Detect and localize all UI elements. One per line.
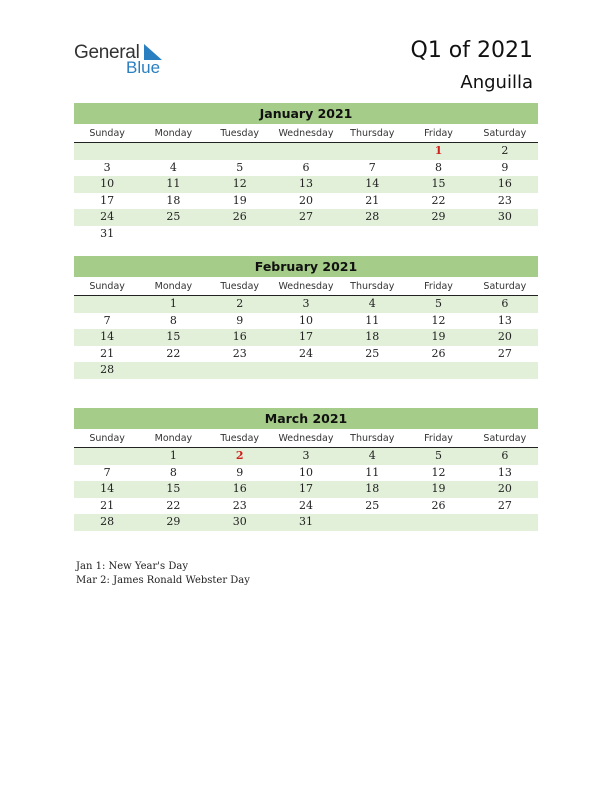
day-cell: 3 (103, 160, 111, 174)
day-cell: 6 (501, 449, 509, 462)
day-cell: 13 (497, 465, 512, 479)
day-cell: 26 (232, 210, 247, 224)
day-cell: 7 (368, 160, 376, 174)
day-cell: 6 (501, 297, 509, 310)
week-row (74, 514, 538, 531)
day-cell (140, 362, 206, 379)
day-cell: 15 (166, 482, 181, 496)
day-cell: 26 (431, 498, 446, 512)
day-cell: 22 (166, 346, 181, 360)
day-cell: 14 (100, 330, 115, 344)
day-cell (339, 143, 405, 160)
weekday-label: Saturday (483, 433, 527, 444)
day-cell: 12 (431, 313, 446, 327)
day-cell: 9 (236, 465, 244, 479)
weekday-label: Thursday (350, 281, 395, 292)
weekday-label: Sunday (89, 433, 125, 444)
holiday-note: Mar 2: James Ronald Webster Day (76, 574, 250, 586)
weekday-label: Wednesday (278, 128, 334, 139)
day-cell: 15 (431, 177, 446, 191)
day-cell (74, 143, 140, 160)
day-cell: 10 (298, 465, 313, 479)
weekday-label: Sunday (89, 128, 125, 139)
day-cell: 18 (166, 193, 181, 207)
day-cell: 24 (298, 498, 313, 512)
day-cell: 27 (497, 346, 512, 360)
week-row (74, 226, 538, 243)
month-march (74, 408, 538, 531)
day-cell: 25 (166, 210, 181, 224)
day-cell: 30 (232, 515, 247, 529)
day-cell: 4 (368, 449, 376, 462)
day-cell: 7 (103, 465, 111, 479)
day-cell (472, 514, 538, 531)
day-cell (405, 226, 471, 243)
day-cell: 29 (166, 515, 181, 529)
day-cell: 9 (236, 313, 244, 327)
day-cell: 4 (368, 297, 376, 310)
day-cell: 3 (302, 297, 310, 310)
week-row (74, 176, 538, 193)
day-cell (273, 226, 339, 243)
day-cell: 2 (501, 144, 509, 157)
day-cell (74, 296, 140, 313)
page-title: Q1 of 2021 (410, 38, 533, 63)
day-cell: 29 (431, 210, 446, 224)
day-cell: 8 (169, 465, 177, 479)
weekday-header-row (74, 278, 538, 296)
weekday-label: Tuesday (220, 128, 260, 139)
week-row (74, 143, 538, 160)
day-cell: 31 (100, 226, 115, 240)
day-cell: 19 (431, 482, 446, 496)
week-row (74, 193, 538, 210)
day-cell (339, 362, 405, 379)
day-cell: 5 (236, 160, 244, 174)
day-cell: 17 (298, 482, 313, 496)
day-cell: 31 (298, 515, 313, 529)
day-cell (273, 143, 339, 160)
day-cell: 17 (100, 193, 115, 207)
day-cell (273, 362, 339, 379)
day-cell: 18 (365, 330, 380, 344)
weekday-label: Sunday (89, 281, 125, 292)
day-cell: 1 (169, 449, 177, 462)
day-cell (472, 226, 538, 243)
day-cell: 11 (365, 465, 380, 479)
month-february (74, 256, 538, 379)
day-cell: 5 (435, 297, 443, 310)
logo-general-text: General (74, 42, 140, 63)
day-cell: 28 (100, 363, 115, 377)
day-cell (207, 226, 273, 243)
week-row (74, 329, 538, 346)
day-cell: 9 (501, 160, 509, 174)
holiday-notes (76, 560, 250, 587)
day-cell: 16 (497, 177, 512, 191)
day-cell: 10 (100, 177, 115, 191)
day-cell: 2 (236, 297, 244, 310)
day-cell (207, 143, 273, 160)
day-cell: 23 (497, 193, 512, 207)
day-cell: 24 (100, 210, 115, 224)
week-row (74, 160, 538, 177)
day-cell: 19 (431, 330, 446, 344)
day-cell: 7 (103, 313, 111, 327)
week-row (74, 465, 538, 482)
weekday-label: Monday (154, 128, 193, 139)
day-cell: 8 (169, 313, 177, 327)
day-cell (339, 514, 405, 531)
day-cell: 8 (435, 160, 443, 174)
day-cell: 19 (232, 193, 247, 207)
logo-blue-text: Blue (126, 58, 161, 77)
week-row (74, 209, 538, 226)
weekday-label: Monday (154, 433, 193, 444)
day-cell: 22 (166, 498, 181, 512)
week-row (74, 313, 538, 330)
week-row (74, 346, 538, 363)
weekday-header-row (74, 125, 538, 143)
weekday-label: Saturday (483, 281, 527, 292)
day-cell: 25 (365, 346, 380, 360)
weekday-label: Tuesday (220, 281, 260, 292)
month-january (74, 103, 538, 243)
weekday-label: Wednesday (278, 433, 334, 444)
day-cell: 26 (431, 346, 446, 360)
day-cell (207, 362, 273, 379)
day-cell: 16 (232, 330, 247, 344)
day-cell: 20 (497, 482, 512, 496)
weekday-label: Tuesday (220, 433, 260, 444)
day-cell: 28 (100, 515, 115, 529)
day-cell: 5 (435, 449, 443, 462)
logo (74, 42, 174, 78)
day-cell (74, 448, 140, 465)
day-cell: 25 (365, 498, 380, 512)
day-cell: 16 (232, 482, 247, 496)
month-grid (74, 143, 538, 243)
week-row (74, 362, 538, 379)
week-row (74, 448, 538, 465)
day-cell: 21 (100, 346, 115, 360)
day-cell: 20 (497, 330, 512, 344)
weekday-label: Saturday (483, 128, 527, 139)
day-cell: 4 (169, 160, 177, 174)
month-title: January 2021 (74, 103, 538, 124)
weekday-label: Wednesday (278, 281, 334, 292)
day-cell: 11 (365, 313, 380, 327)
day-cell: 2 (235, 449, 244, 462)
weekday-label: Friday (424, 281, 453, 292)
day-cell: 3 (302, 449, 310, 462)
week-row (74, 498, 538, 515)
day-cell: 22 (431, 193, 446, 207)
month-grid (74, 296, 538, 379)
weekday-header-row (74, 430, 538, 448)
week-row (74, 296, 538, 313)
day-cell: 23 (232, 498, 247, 512)
day-cell (472, 362, 538, 379)
day-cell: 27 (298, 210, 313, 224)
week-row (74, 481, 538, 498)
day-cell: 21 (365, 193, 380, 207)
month-title: March 2021 (74, 408, 538, 429)
day-cell: 18 (365, 482, 380, 496)
month-title: February 2021 (74, 256, 538, 277)
day-cell: 21 (100, 498, 115, 512)
day-cell: 30 (497, 210, 512, 224)
day-cell: 6 (302, 160, 310, 174)
day-cell: 12 (431, 465, 446, 479)
day-cell: 1 (434, 144, 443, 157)
weekday-label: Thursday (350, 433, 395, 444)
weekday-label: Friday (424, 128, 453, 139)
day-cell: 20 (298, 193, 313, 207)
day-cell: 14 (365, 177, 380, 191)
day-cell (405, 362, 471, 379)
weekday-label: Monday (154, 281, 193, 292)
day-cell: 1 (169, 297, 177, 310)
day-cell: 23 (232, 346, 247, 360)
day-cell: 24 (298, 346, 313, 360)
day-cell (140, 226, 206, 243)
weekday-label: Thursday (350, 128, 395, 139)
country-subtitle: Anguilla (460, 72, 533, 93)
day-cell (140, 143, 206, 160)
day-cell: 12 (232, 177, 247, 191)
day-cell: 10 (298, 313, 313, 327)
day-cell: 28 (365, 210, 380, 224)
holiday-note: Jan 1: New Year's Day (76, 561, 188, 572)
day-cell: 13 (298, 177, 313, 191)
day-cell (339, 226, 405, 243)
day-cell: 17 (298, 330, 313, 344)
day-cell: 13 (497, 313, 512, 327)
day-cell: 11 (166, 177, 181, 191)
day-cell (405, 514, 471, 531)
weekday-label: Friday (424, 433, 453, 444)
day-cell: 15 (166, 330, 181, 344)
month-grid (74, 448, 538, 531)
day-cell: 14 (100, 482, 115, 496)
day-cell: 27 (497, 498, 512, 512)
